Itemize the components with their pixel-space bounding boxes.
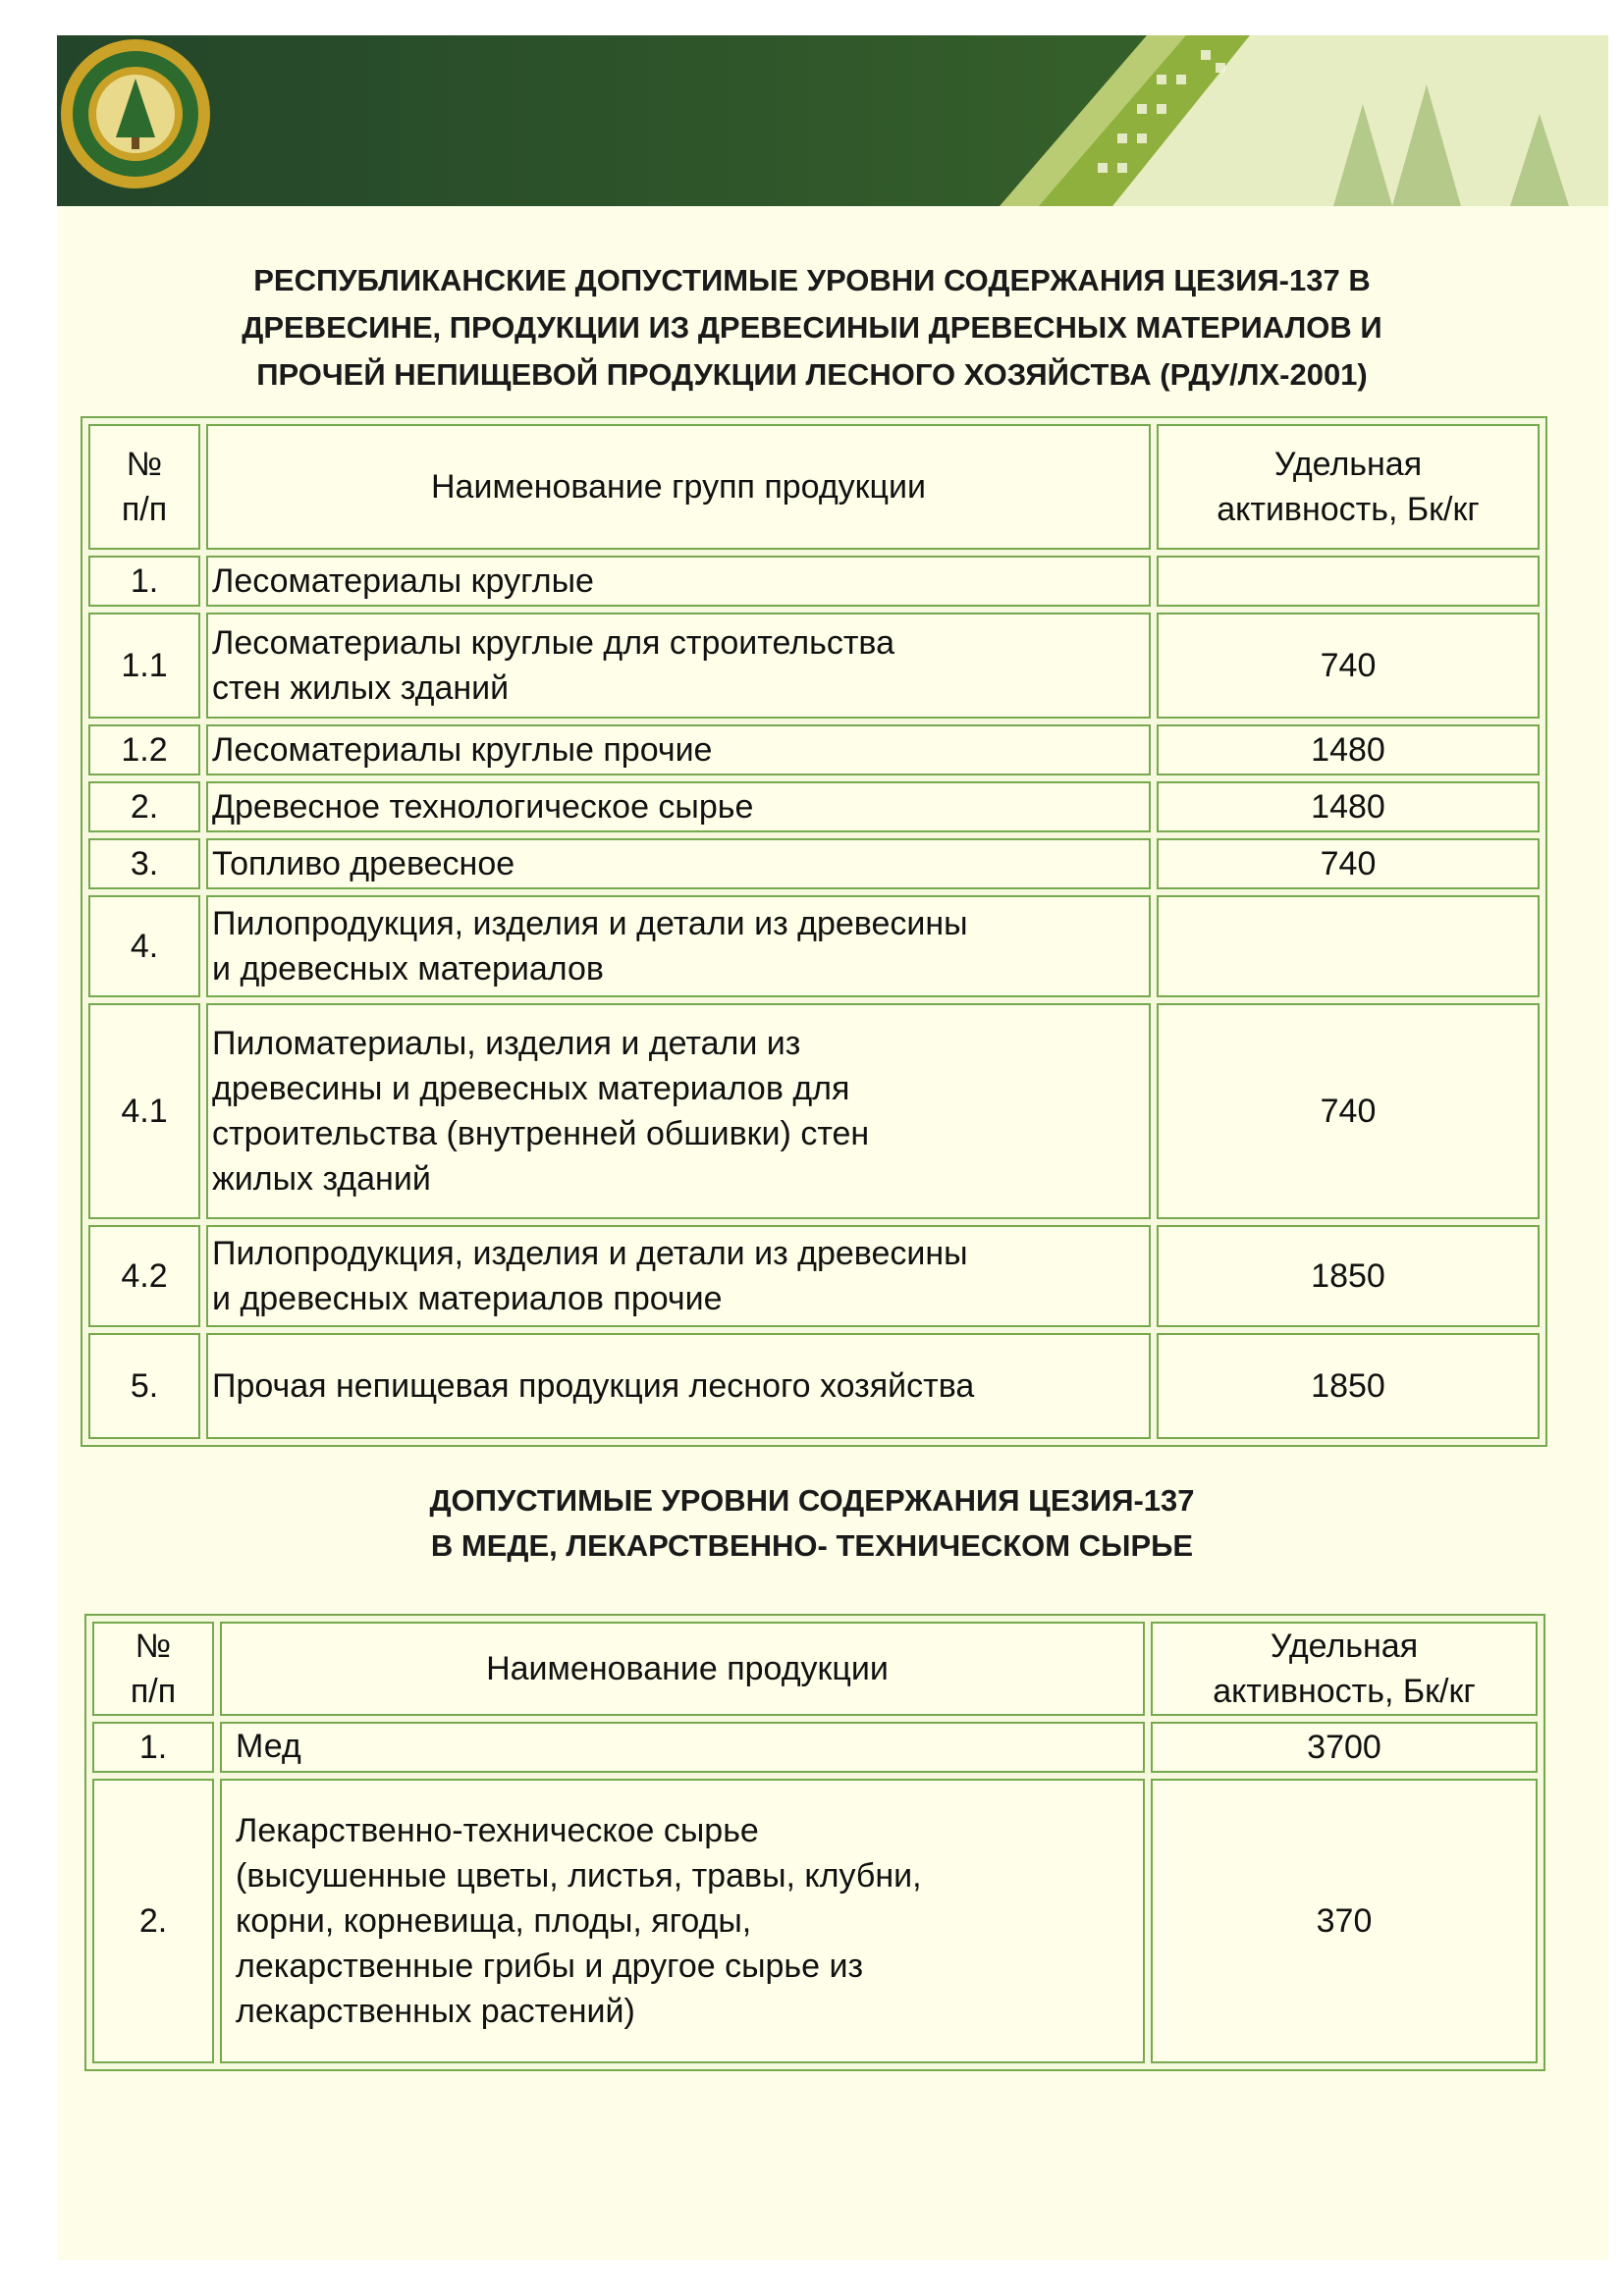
column-header-name [206,424,1151,550]
row-name: Мед [220,1722,1145,1773]
table-row [92,1722,1538,1773]
row-number: 4.2 [88,1225,200,1327]
row-name-line: лекарственных растений) [236,1993,635,2030]
row-name-line: Пилопродукция, изделия и детали из древесины [212,905,968,942]
header-text: Удельная [1270,1628,1419,1665]
section2-title [98,1478,1526,1569]
row-number: 1.2 [88,724,200,775]
column-header-num [92,1622,214,1716]
table-row [88,724,1540,775]
row-name-line: Лесоматериалы круглые для строительства [212,624,894,662]
forestry-emblem-icon [57,35,214,192]
row-name-line: Пиломатериалы, изделия и детали из [212,1025,801,1062]
row-name [206,1003,1151,1219]
table-header-row [92,1622,1538,1716]
row-number: 5. [88,1333,200,1439]
row-name: Древесное технологическое сырье [206,781,1151,832]
banner-graphic [57,35,1608,206]
column-header-value [1151,1622,1538,1716]
row-value: 1850 [1157,1225,1540,1327]
row-name-line: корни, корневища, плоды, ягоды, [236,1902,752,1940]
row-name: Прочая непищевая продукция лесного хозяйства [206,1333,1151,1439]
row-name-line: жилых зданий [212,1160,431,1198]
cesium-wood-table [81,416,1547,1447]
row-value: 740 [1157,1003,1540,1219]
row-number: 4. [88,895,200,997]
section1-title-line: ДРЕВЕСИНЕ, ПРОДУКЦИИ ИЗ ДРЕВЕСИНЫИ ДРЕВЕСНЫХ МАТЕРИАЛОВ И [242,310,1382,345]
row-name-line: и древесных материалов [212,950,604,988]
table-row [88,1225,1540,1327]
row-value: 1480 [1157,781,1540,832]
table-row [88,613,1540,719]
table-row [88,556,1540,607]
row-number: 3. [88,838,200,889]
row-name: Лесоматериалы круглые прочие [206,724,1151,775]
row-name-line: стен жилых зданий [212,669,510,707]
table-row [88,1333,1540,1439]
section1-title-line: РЕСПУБЛИКАНСКИЕ ДОПУСТИМЫЕ УРОВНИ СОДЕРЖАНИЯ ЦЕЗИЯ-137 В [253,263,1371,297]
table-row [88,1003,1540,1219]
row-name-line: древесины и древесных материалов для [212,1070,850,1107]
header-text: активность, Бк/кг [1213,1673,1476,1710]
header-text: Наименование групп продукции [431,468,926,506]
row-number: 4.1 [88,1003,200,1219]
header-text: активность, Бк/кг [1217,491,1480,528]
header-text: п/п [121,491,168,528]
row-name: Лесоматериалы круглые [206,556,1151,607]
row-number: 1. [88,556,200,607]
row-name [220,1779,1145,2063]
row-value: 740 [1157,613,1540,719]
cesium-honey-table [84,1614,1545,2071]
row-name [206,1225,1151,1327]
row-number: 1. [92,1722,214,1773]
column-header-num [88,424,200,550]
table-row [88,838,1540,889]
row-value: 1480 [1157,724,1540,775]
section2-title-line: В МЕДЕ, ЛЕКАРСТВЕННО- ТЕХНИЧЕСКОМ СЫРЬЕ [430,1528,1194,1563]
header-text: п/п [130,1673,177,1710]
row-name-line: и древесных материалов прочие [212,1280,723,1317]
row-value: 370 [1151,1779,1538,2063]
row-name [206,895,1151,997]
row-value: 3700 [1151,1722,1538,1773]
header-text: № [135,1628,172,1665]
row-value: 1850 [1157,1333,1540,1439]
table-row [92,1779,1538,2063]
table-row [88,895,1540,997]
row-name-line: лекарственные грибы и другое сырье из [236,1948,864,1985]
table-row [88,781,1540,832]
section1-title-line: ПРОЧЕЙ НЕПИЩЕВОЙ ПРОДУКЦИИ ЛЕСНОГО ХОЗЯЙСТВА (РДУ/ЛХ-2001) [256,357,1368,392]
row-value: 740 [1157,838,1540,889]
row-name-line: строительства (внутренней обшивки) стен [212,1115,870,1152]
table-header-row [88,424,1540,550]
row-value [1157,556,1540,607]
header-text: Удельная [1273,446,1423,483]
row-name-line: Лекарственно-техническое сырье [236,1812,759,1849]
row-number: 2. [92,1779,214,2063]
header-text: № [126,446,163,483]
row-number: 2. [88,781,200,832]
row-number: 1.1 [88,613,200,719]
row-value [1157,895,1540,997]
column-header-name [220,1622,1145,1716]
column-header-value [1157,424,1540,550]
row-name-line: Пилопродукция, изделия и детали из древесины [212,1235,968,1272]
header-text: Наименование продукции [486,1650,889,1687]
row-name: Топливо древесное [206,838,1151,889]
section2-title-line: ДОПУСТИМЫЕ УРОВНИ СОДЕРЖАНИЯ ЦЕЗИЯ-137 [429,1483,1195,1518]
row-name [206,613,1151,719]
header-banner [57,35,1608,206]
section1-title [98,257,1526,399]
row-name-line: (высушенные цветы, листья, травы, клубни, [236,1857,922,1895]
